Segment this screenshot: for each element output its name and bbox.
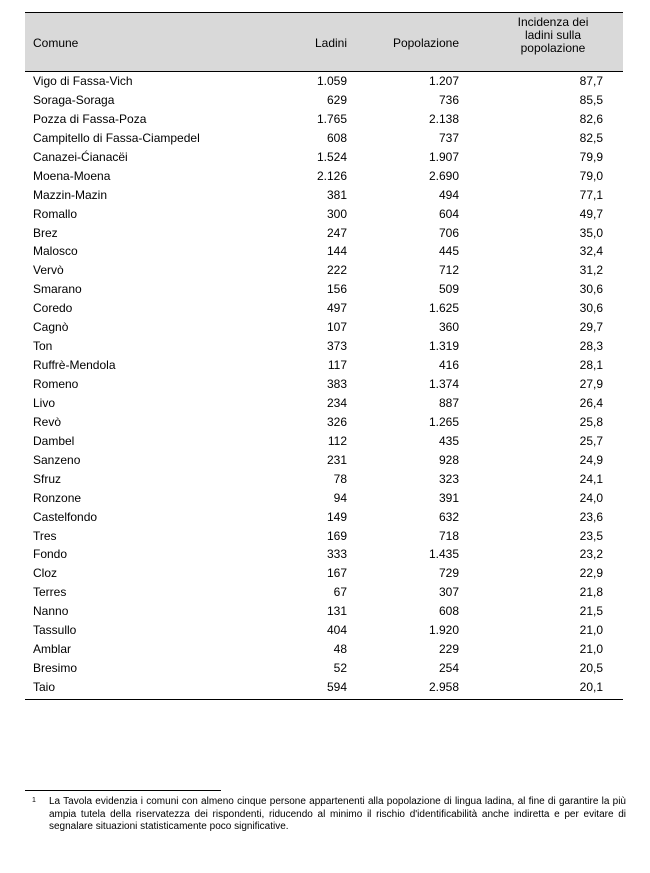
cell-incidenza: 85,5 [579, 92, 603, 107]
cell-incidenza: 30,6 [579, 301, 603, 316]
cell-incidenza: 35,0 [579, 225, 603, 240]
cell-ladini: 48 [333, 642, 347, 657]
cell-popolazione: 445 [438, 244, 459, 259]
cell-comune: Vervò [33, 263, 64, 278]
cell-comune: Ton [33, 339, 53, 354]
cell-popolazione: 323 [438, 471, 459, 486]
cell-popolazione: 1.374 [428, 377, 459, 391]
cell-comune: Tassullo [33, 623, 77, 638]
cell-ladini: 1.765 [316, 111, 347, 126]
cell-incidenza: 27,9 [579, 377, 603, 391]
cell-incidenza: 25,8 [579, 414, 603, 429]
cell-comune: Moena-Moena [33, 168, 111, 183]
cell-comune: Ruffrè-Mendola [33, 358, 116, 373]
table-row [25, 356, 623, 375]
table-row [25, 72, 623, 91]
cell-ladini: 234 [326, 395, 347, 410]
cell-ladini: 404 [326, 623, 347, 638]
table-row [25, 602, 623, 621]
table-row [25, 413, 623, 432]
table-row [25, 451, 623, 470]
cell-ladini: 156 [326, 282, 347, 297]
cell-ladini: 629 [326, 92, 347, 107]
cell-comune: Soraga-Soraga [33, 92, 115, 107]
cell-comune: Castelfondo [33, 509, 98, 524]
cell-ladini: 381 [326, 187, 347, 202]
table-row [25, 167, 623, 186]
cell-popolazione: 887 [438, 395, 459, 410]
cell-comune: Pozza di Fassa-Poza [33, 111, 147, 126]
cell-comune: Canazei-Ćianacëi [33, 149, 128, 164]
cell-popolazione: 604 [438, 206, 459, 221]
cell-comune: Tres [33, 528, 57, 543]
cell-incidenza: 79,9 [579, 149, 603, 164]
cell-popolazione: 2.138 [428, 111, 459, 126]
cell-popolazione: 1.435 [428, 547, 459, 562]
cell-ladini: 222 [326, 263, 347, 278]
table-row [25, 508, 623, 527]
cell-comune: Sanzeno [33, 452, 81, 467]
cell-incidenza: 77,1 [579, 187, 603, 202]
data-table [25, 12, 623, 700]
table-row [25, 280, 623, 299]
cell-ladini: 247 [326, 225, 347, 240]
cell-comune: Romeno [33, 377, 79, 391]
cell-comune: Brez [33, 225, 58, 240]
cell-comune: Cagnò [33, 320, 69, 335]
cell-ladini: 383 [326, 377, 347, 391]
cell-ladini: 78 [333, 471, 347, 486]
cell-incidenza: 20,5 [579, 661, 603, 676]
header-popolazione: Popolazione [392, 36, 459, 50]
footnote-text: La Tavola evidenzia i comuni con almeno cinque persone appartenenti alla popolazione di lingua ladina, al fine di garantire la più ampia tutela della riservatezza dei rispondenti, riducendo al minimo il rischio d'identificabilità anche indiretta e per evitare di segnalare situazioni statisticamente poco significative. [49, 796, 626, 832]
cell-popolazione: 2.958 [428, 680, 459, 694]
cell-comune: Nanno [33, 604, 69, 619]
cell-comune: Smarano [33, 282, 82, 297]
cell-comune: Campitello di Fassa-Ciampedel [33, 130, 200, 145]
cell-ladini: 112 [327, 433, 347, 448]
cell-ladini: 94 [333, 490, 347, 505]
cell-popolazione: 2.690 [428, 168, 459, 183]
cell-incidenza: 20,1 [579, 680, 603, 694]
header-incidenza [485, 16, 621, 55]
table-row [25, 91, 623, 110]
table-row [25, 186, 623, 205]
cell-popolazione: 229 [438, 642, 459, 657]
cell-incidenza: 82,5 [579, 130, 603, 145]
cell-ladini: 144 [326, 244, 347, 259]
cell-incidenza: 49,7 [579, 206, 603, 221]
cell-popolazione: 307 [438, 585, 459, 600]
cell-ladini: 52 [333, 661, 347, 676]
cell-ladini: 167 [326, 566, 347, 581]
table-row [25, 205, 623, 224]
header-incidenza-line-2: ladini sulla [524, 28, 582, 42]
cell-popolazione: 1.907 [428, 149, 459, 164]
table-row [25, 564, 623, 583]
cell-popolazione: 416 [438, 358, 459, 373]
cell-comune: Livo [33, 395, 56, 410]
cell-comune: Vigo di Fassa-Vich [33, 74, 133, 88]
cell-comune: Coredo [33, 301, 73, 316]
cell-ladini: 169 [326, 528, 347, 543]
cell-ladini: 231 [326, 452, 347, 467]
cell-ladini: 300 [326, 206, 347, 221]
cell-popolazione: 509 [438, 282, 459, 297]
cell-popolazione: 1.625 [428, 301, 459, 316]
table-row [25, 110, 623, 129]
cell-incidenza: 21,0 [579, 623, 603, 638]
cell-comune: Amblar [33, 642, 72, 657]
cell-incidenza: 28,3 [579, 339, 603, 354]
cell-comune: Ronzone [33, 490, 82, 505]
table-row [25, 261, 623, 280]
cell-popolazione: 706 [438, 225, 459, 240]
cell-popolazione: 608 [438, 604, 459, 619]
cell-incidenza: 23,5 [579, 528, 603, 543]
table-row [25, 545, 623, 564]
table-row [25, 432, 623, 451]
cell-popolazione: 435 [438, 433, 459, 448]
table-row [25, 148, 623, 167]
cell-incidenza: 21,8 [579, 585, 603, 600]
cell-incidenza: 23,2 [579, 547, 603, 562]
table-row [25, 242, 623, 261]
cell-comune: Dambel [33, 433, 75, 448]
table-bottom-rule [25, 699, 623, 700]
cell-popolazione: 254 [438, 661, 459, 676]
cell-comune: Taio [33, 680, 56, 694]
table-row [25, 129, 623, 148]
table-row [25, 470, 623, 489]
cell-ladini: 1.524 [316, 149, 347, 164]
cell-popolazione: 1.265 [428, 414, 459, 429]
table-body [25, 72, 623, 697]
cell-ladini: 326 [326, 414, 347, 429]
cell-incidenza: 21,5 [579, 604, 603, 619]
footnote-mark: 1 [32, 797, 36, 804]
table-row [25, 299, 623, 318]
cell-ladini: 131 [326, 604, 347, 619]
cell-ladini: 373 [326, 339, 347, 354]
cell-incidenza: 24,9 [579, 452, 603, 467]
cell-ladini: 333 [326, 547, 347, 562]
table-row [25, 224, 623, 243]
cell-incidenza: 87,7 [579, 74, 603, 88]
footnote [25, 796, 626, 834]
cell-popolazione: 391 [438, 490, 459, 505]
cell-incidenza: 79,0 [579, 168, 603, 183]
cell-popolazione: 928 [438, 452, 459, 467]
cell-comune: Cloz [33, 566, 58, 581]
table-row [25, 375, 623, 394]
cell-ladini: 497 [326, 301, 347, 316]
cell-comune: Malosco [33, 244, 78, 259]
cell-popolazione: 736 [438, 92, 459, 107]
cell-ladini: 107 [326, 320, 347, 335]
cell-popolazione: 632 [438, 509, 459, 524]
cell-comune: Mazzin-Mazin [33, 187, 108, 202]
table-row [25, 489, 623, 508]
table-row [25, 640, 623, 659]
cell-ladini: 67 [333, 585, 347, 600]
header-incidenza-line-1: Incidenza dei [517, 15, 589, 29]
table-row [25, 337, 623, 356]
cell-comune: Fondo [33, 547, 68, 562]
cell-incidenza: 28,1 [579, 358, 603, 373]
cell-popolazione: 360 [438, 320, 459, 335]
cell-ladini: 1.059 [316, 74, 347, 88]
cell-comune: Terres [33, 585, 67, 600]
table-row [25, 678, 623, 697]
cell-incidenza: 24,1 [579, 471, 603, 486]
cell-comune: Bresimo [33, 661, 78, 676]
cell-incidenza: 24,0 [579, 490, 603, 505]
cell-comune: Revò [33, 414, 62, 429]
cell-incidenza: 32,4 [579, 244, 603, 259]
cell-ladini: 594 [326, 680, 347, 694]
cell-popolazione: 1.920 [428, 623, 459, 638]
cell-incidenza: 22,9 [579, 566, 603, 581]
header-comune: Comune [33, 36, 79, 50]
cell-popolazione: 737 [438, 130, 459, 145]
cell-ladini: 608 [326, 130, 347, 145]
cell-incidenza: 30,6 [579, 282, 603, 297]
cell-incidenza: 29,7 [579, 320, 603, 335]
cell-popolazione: 1.207 [428, 74, 459, 88]
table-row [25, 527, 623, 546]
cell-ladini: 2.126 [316, 168, 347, 183]
cell-ladini: 117 [327, 358, 347, 373]
cell-incidenza: 23,6 [579, 509, 603, 524]
cell-incidenza: 21,0 [579, 642, 603, 657]
cell-popolazione: 1.319 [428, 339, 459, 354]
header-ladini: Ladini [314, 36, 347, 50]
table-row [25, 583, 623, 602]
cell-popolazione: 712 [438, 263, 459, 278]
table-row [25, 394, 623, 413]
cell-comune: Sfruz [33, 471, 62, 486]
cell-incidenza: 26,4 [579, 395, 603, 410]
cell-popolazione: 718 [438, 528, 459, 543]
cell-incidenza: 25,7 [579, 433, 603, 448]
cell-popolazione: 729 [438, 566, 459, 581]
cell-ladini: 149 [326, 509, 347, 524]
cell-incidenza: 31,2 [579, 263, 603, 278]
table-row [25, 318, 623, 337]
cell-popolazione: 494 [438, 187, 459, 202]
table-row [25, 621, 623, 640]
cell-comune: Romallo [33, 206, 78, 221]
footnote-separator [25, 790, 221, 791]
header-incidenza-line-3: popolazione [520, 41, 586, 55]
table-header [25, 12, 623, 72]
table-row [25, 659, 623, 678]
cell-incidenza: 82,6 [579, 111, 603, 126]
